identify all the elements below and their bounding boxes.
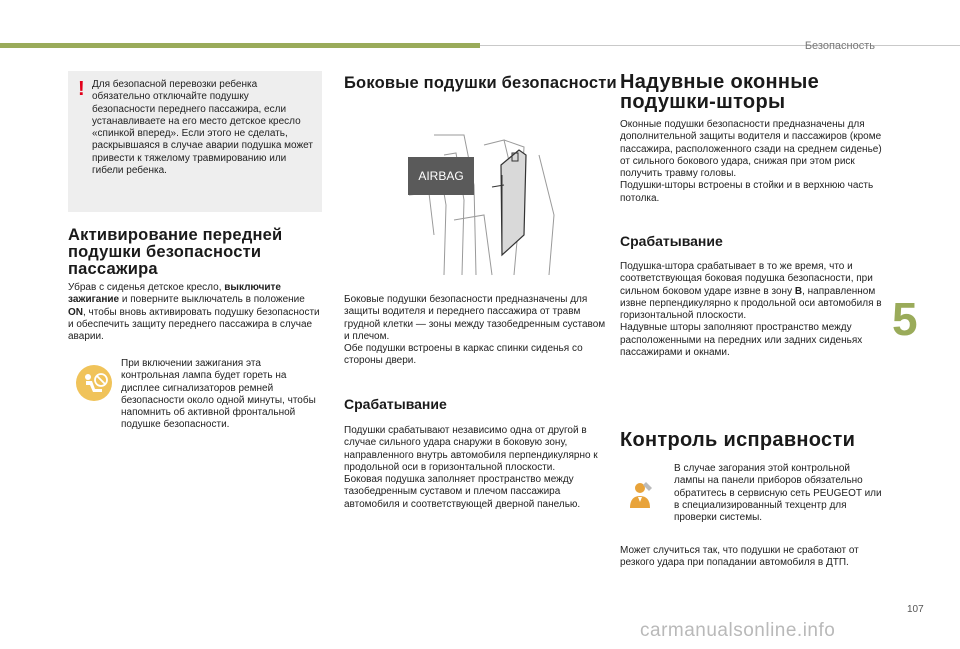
curtain-deploy-text-end: , направленном извне перпендикулярно к продольной оси автомобиля в горизонтальной плоскости. Надувные шторы заполняют пространство между расположенными на передних или задних сиденьях пассажирами и окнами. bbox=[620, 285, 882, 359]
activation-text-mid: и поверните выключатель в положение bbox=[119, 294, 305, 306]
service-technician-icon bbox=[622, 478, 658, 514]
check-heading bbox=[620, 430, 882, 450]
warning-box bbox=[68, 71, 322, 212]
side-deploy-title: Срабатывание bbox=[344, 396, 447, 412]
header-rule bbox=[480, 45, 960, 46]
check-note-text: В случае загорания этой контрольной лампы на панели приборов обязательно обратитесь в сервисную сеть PEUGEOT или в специализированный техцентр для проверки системы. bbox=[674, 463, 882, 524]
seat-airbag-illustration bbox=[404, 125, 564, 285]
curtain-airbags-title: Надувные оконные подушки-шторы bbox=[620, 71, 820, 113]
warning-exclamation-icon: ! bbox=[78, 78, 85, 100]
airbag-label: AIRBAG bbox=[408, 157, 474, 195]
warning-text: Для безопасной перевозки ребенка обязательно отключайте подушку безопасности переднего пассажира, если устанавливаете на его место детское кресло «спинкой вперед». Если этого не сделать, раскрывшаяся в случае аварии подушка может привести к тяжелому травмированию или гибели ребенка. bbox=[92, 79, 313, 177]
side-airbags-description bbox=[344, 294, 606, 368]
activation-text-start: Убрав с сиденья детское кресло, bbox=[68, 282, 225, 293]
side-deploy-text: Подушки срабатывают независимо одна от другой в случае сильного удара снаружи в боковую зону, направленного внутрь автомобиля перпендикулярно к продольной оси в горизонтальной плоскости. Боковая подушка заполняет пространство между тазобедренным суставом и плечом пассажира автомобиля и соответствующей дверной панелью. bbox=[344, 425, 598, 510]
check-note bbox=[674, 463, 882, 524]
curtain-deploy-paragraph bbox=[620, 261, 882, 359]
activation-text-bold1: выключите зажигание bbox=[68, 282, 281, 306]
activation-title: Активирование передней подушки безопасности пассажира bbox=[68, 226, 283, 278]
header-accent-bar bbox=[0, 43, 480, 48]
watermark: carmanualsonline.info bbox=[640, 620, 836, 641]
activation-note-text: При включении зажигания эта контрольная лампа будет гореть на дисплее сигнализаторов ремней безопасности около одной минуты, чтобы напомнить об активной фронтальной подушке безопасности. bbox=[121, 358, 316, 431]
side-deploy-heading bbox=[344, 396, 606, 412]
check-paragraph bbox=[620, 545, 882, 570]
curtain-airbags-description-text: Оконные подушки безопасности предназначены для дополнительной защиты водителя и пассажиров (кроме пассажира, расположенного сзади на среднем сиденье) от сильного бокового удара, снижая при этом риск получить травму головы. Подушки-шторы встроены в стойки и в верхнюю часть потолка. bbox=[620, 119, 882, 204]
curtain-airbags-heading bbox=[620, 72, 882, 112]
side-deploy-paragraph bbox=[344, 425, 606, 511]
airbag-warning-lamp-icon bbox=[76, 365, 112, 401]
activation-note bbox=[121, 358, 321, 432]
activation-text-bold2: ON bbox=[68, 306, 83, 318]
side-airbags-title: Боковые подушки безопасности bbox=[344, 74, 617, 92]
activation-heading bbox=[68, 227, 324, 278]
curtain-deploy-text-start: Подушка-штора срабатывает в то же время, что и соответствующая боковая подушка безопасности, при сильном боковом ударе извне в зону bbox=[620, 261, 873, 297]
activation-text-end: , чтобы вновь активировать подушку безопасности и обеспечить защиту переднего пассажира в случае аварии. bbox=[68, 306, 320, 343]
check-text: Может случиться так, что подушки не сработают от резкого удара при попадании автомобиля в ДТП. bbox=[620, 545, 859, 569]
page-number: 107 bbox=[907, 604, 924, 615]
curtain-airbags-description bbox=[620, 119, 882, 205]
side-airbags-description-text: Боковые подушки безопасности предназначены для защиты водителя и переднего пассажира от травм грудной клетки — зоны между тазобедренным суставом и плечом. Обе подушки встроены в каркас спинки сиденья со стороны двери. bbox=[344, 294, 606, 367]
section-title: Безопасность bbox=[804, 40, 875, 52]
curtain-deploy-heading bbox=[620, 233, 882, 249]
side-airbags-heading bbox=[344, 74, 617, 92]
activation-paragraph bbox=[68, 282, 324, 343]
check-title: Контроль исправности bbox=[620, 429, 856, 451]
curtain-deploy-zone-letter: B bbox=[794, 285, 803, 297]
chapter-number: 5 bbox=[892, 293, 918, 345]
curtain-deploy-title: Срабатывание bbox=[620, 233, 723, 249]
